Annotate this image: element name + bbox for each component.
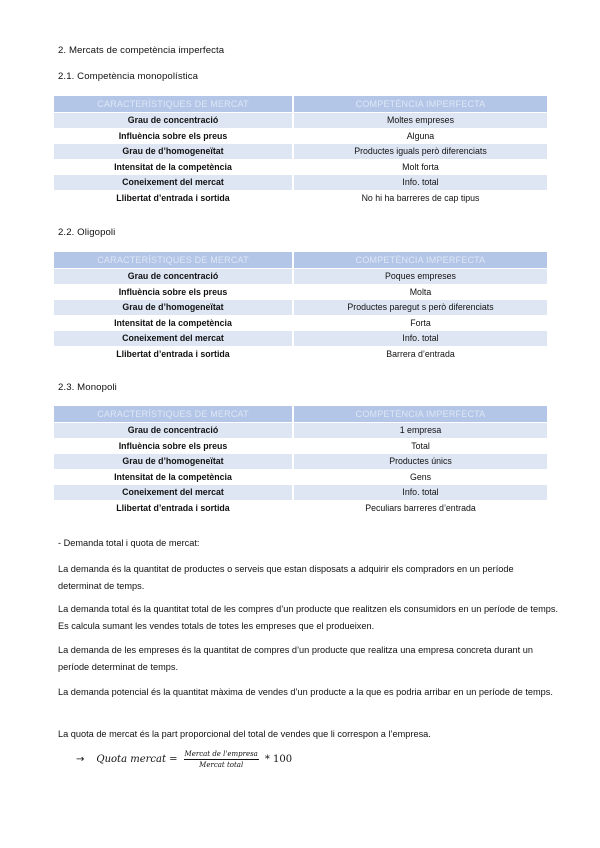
characteristics-table <box>54 406 547 515</box>
header-characteristics: CARACTERÍSTIQUES DE MERCAT <box>54 252 294 268</box>
row-value: Info. total <box>294 484 547 500</box>
table-row <box>54 112 547 128</box>
table-row <box>54 143 547 159</box>
row-label: Llibertat d’entrada i sortida <box>54 346 294 362</box>
table-row <box>54 268 547 284</box>
table-row <box>54 500 547 516</box>
row-label: Llibertat d’entrada i sortida <box>54 190 294 206</box>
row-value: Info. total <box>294 330 547 346</box>
table-row <box>54 438 547 454</box>
row-label: Grau de d’homogeneïtat <box>54 143 294 159</box>
table-row <box>54 330 547 346</box>
table-row <box>54 284 547 300</box>
paragraph: La demanda de les empreses és la quantitat de compres d’un producte que realitza una empresa concreta durant un període determinat de temps. <box>58 645 533 672</box>
table-row <box>54 174 547 190</box>
row-label: Llibertat d’entrada i sortida <box>54 500 294 516</box>
row-value: Productes iguals però diferenciats <box>294 143 547 159</box>
paragraph: La demanda és la quantitat de productes o serveis que estan disposats a adquirir els compradors en un període determinat de temps. <box>58 564 514 591</box>
table-row <box>54 128 547 144</box>
table-row <box>54 190 547 206</box>
characteristics-table <box>54 252 547 361</box>
header-competition: COMPETÈNCIA IMPERFECTA <box>294 96 547 112</box>
formula-denominator: Mercat total <box>199 761 244 769</box>
row-value: Total <box>294 438 547 454</box>
table-header-row <box>54 406 547 422</box>
row-value: Productes paregut s però diferenciats <box>294 299 547 315</box>
table-row <box>54 422 547 438</box>
row-value: Info. total <box>294 174 547 190</box>
row-label: Grau de d’homogeneïtat <box>54 299 294 315</box>
formula-lhs: Quota mercat = <box>96 754 178 765</box>
row-value: Moltes empreses <box>294 112 547 128</box>
subsection-title: 2.2. Oligopoli <box>58 227 116 238</box>
table-row <box>54 315 547 331</box>
subsection-title: 2.3. Monopoli <box>58 382 117 393</box>
demand-title: - Demanda total i quota de mercat: <box>58 538 200 548</box>
table-header-row <box>54 252 547 268</box>
arrow-right-icon: → <box>76 754 85 765</box>
table-header-row <box>54 96 547 112</box>
table-row <box>54 346 547 362</box>
row-value: Barrera d’entrada <box>294 346 547 362</box>
table-row <box>54 484 547 500</box>
row-value: No hi ha barreres de cap tipus <box>294 190 547 206</box>
row-label: Intensitat de la competència <box>54 159 294 175</box>
row-value: Alguna <box>294 128 547 144</box>
row-label: Intensitat de la competència <box>54 315 294 331</box>
row-label: Intensitat de la competència <box>54 469 294 485</box>
market-share-formula <box>76 750 292 769</box>
header-competition: COMPETÈNCIA IMPERFECTA <box>294 252 547 268</box>
header-characteristics: CARACTERÍSTIQUES DE MERCAT <box>54 96 294 112</box>
formula-fraction <box>184 750 259 769</box>
row-value: 1 empresa <box>294 422 547 438</box>
row-label: Grau de d’homogeneïtat <box>54 453 294 469</box>
paragraph: La demanda total és la quantitat total de les compres d’un producte que realitzen els consumidors en un període de temps. Es calcula sumant les vendes totals de totes les empreses que el produeixen. <box>58 604 559 631</box>
row-label: Grau de concentració <box>54 268 294 284</box>
row-label: Coneixement del mercat <box>54 330 294 346</box>
table-row <box>54 453 547 469</box>
table-row <box>54 299 547 315</box>
row-label: Grau de concentració <box>54 422 294 438</box>
row-label: Grau de concentració <box>54 112 294 128</box>
paragraph: La quota de mercat és la part proporcional del total de vendes que li correspon a l’empresa. <box>58 729 431 739</box>
section-title: 2. Mercats de competència imperfecta <box>58 45 225 56</box>
formula-tail: * 100 <box>264 754 293 765</box>
row-label: Coneixement del mercat <box>54 484 294 500</box>
row-value: Molta <box>294 284 547 300</box>
subsection-title: 2.1. Competència monopolística <box>58 71 199 82</box>
row-label: Influència sobre els preus <box>54 284 294 300</box>
row-value: Forta <box>294 315 547 331</box>
row-value: Poques empreses <box>294 268 547 284</box>
formula-numerator: Mercat de l'empresa <box>184 750 258 758</box>
row-value: Productes únics <box>294 453 547 469</box>
row-value: Molt forta <box>294 159 547 175</box>
row-value: Gens <box>294 469 547 485</box>
header-competition: COMPETÈNCIA IMPERFECTA <box>294 406 547 422</box>
table-row <box>54 159 547 175</box>
row-label: Influència sobre els preus <box>54 438 294 454</box>
row-label: Influència sobre els preus <box>54 128 294 144</box>
characteristics-table <box>54 96 547 205</box>
row-value: Peculiars barreres d’entrada <box>294 500 547 516</box>
paragraph: La demanda potencial és la quantitat màxima de vendes d’un producte a la que es podria arribar en un període de temps. <box>58 687 553 697</box>
row-label: Coneixement del mercat <box>54 174 294 190</box>
table-row <box>54 469 547 485</box>
header-characteristics: CARACTERÍSTIQUES DE MERCAT <box>54 406 294 422</box>
